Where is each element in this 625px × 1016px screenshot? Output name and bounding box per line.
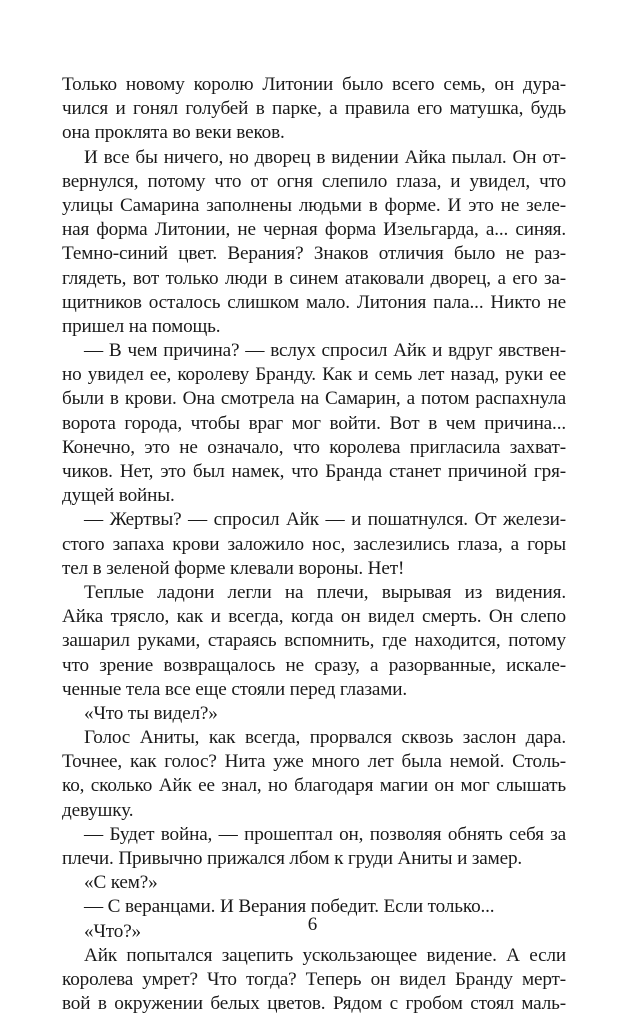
text-line: вернулся, потому что от огня слепило глаза, и увидел, что: [62, 170, 566, 192]
text-line: что зрение возвращалось не сразу, а разорванные, искале-: [62, 654, 566, 676]
text-line: были в крови. Она смотрела на Самарин, а потом распахнула: [62, 388, 566, 410]
text-line: ко, сколько Айк ее знал, но благодаря магии он мог слышать: [62, 775, 566, 797]
text-line: но увидел ее, королеву Бранду. Как и семь лет назад, руки ее: [62, 364, 566, 386]
text-line: тел в зеленой форме клевали вороны. Нет!: [62, 557, 405, 579]
body-text: [62, 73, 566, 1016]
text-line: И все бы ничего, но дворец в видении Айка пылал. Он от-: [84, 146, 566, 168]
text-line: «Что ты видел?»: [84, 702, 218, 724]
page-number: 6: [307, 914, 318, 935]
text-line: Голос Аниты, как всегда, прорвался сквозь заслон дара.: [84, 727, 566, 749]
text-line: улицы Самарина заполнены людьми в форме. И это не зеле-: [62, 194, 566, 216]
text-line: ченные тела все еще стояли перед глазами.: [62, 678, 407, 700]
text-line: королева умрет? Что тогда? Теперь он видел Бранду мерт-: [62, 968, 566, 990]
text-line: Теплые ладони легли на плечи, вырывая из видения.: [84, 581, 566, 603]
text-line: зашарил руками, стараясь вспомнить, где находится, потому: [62, 630, 566, 652]
text-line: «Что?»: [84, 920, 141, 942]
text-line: пришел на помощь.: [62, 315, 221, 337]
text-line: она проклята во веки веков.: [62, 122, 285, 144]
text-line: Айка трясло, как и всегда, когда он видел смерть. Он слепо: [62, 606, 566, 628]
text-line: ная форма Литонии, не черная форма Изельгарда, а... синяя.: [62, 219, 566, 241]
text-line: Айк попытался зацепить ускользающее видение. А если: [84, 944, 566, 966]
text-line: вой в окружении белых цветов. Рядом с гробом стоял маль-: [62, 993, 566, 1015]
text-line: «С кем?»: [84, 872, 158, 894]
text-line: Темно-синий цвет. Верания? Знаков отличия было не раз-: [62, 243, 566, 265]
text-line: чиков. Нет, это был намек, что Бранда станет причиной гря-: [62, 461, 566, 482]
text-line: чился и гонял голубей в парке, а правила его матушка, будь: [62, 98, 566, 120]
text-line: — Будет война, — прошептал он, позволяя обнять себя за: [84, 823, 566, 845]
text-line: ворота города, чтобы враг мог войти. Вот в чем причина...: [62, 412, 566, 434]
text-line: дущей войны.: [62, 485, 175, 507]
text-line: Точнее, как голос? Нита уже много лет была немой. Столь-: [62, 751, 566, 773]
text-line: девушку.: [62, 799, 134, 821]
text-line: щитников осталось слишком мало. Литония пала... Никто не: [62, 291, 566, 313]
text-line: — С веранцами. И Верания победит. Если только...: [84, 896, 495, 918]
text-line: стого запаха крови заложило нос, заслезились глаза, а горы: [62, 533, 566, 555]
text-line: — Жертвы? — спросил Айк — и пошатнулся. От желези-: [84, 509, 566, 531]
text-line: глядеть, вот только люди в синем атаковали дворец, а его за-: [62, 267, 566, 289]
text-line: — В чем причина? — вслух спросил Айк и вдруг явствен-: [84, 340, 566, 362]
text-line: Только новому королю Литонии было всего семь, он дура-: [62, 74, 566, 95]
text-line: плечи. Привычно прижался лбом к груди Аниты и замер.: [62, 848, 523, 869]
text-line: Конечно, это не означало, что королева пригласила захват-: [62, 436, 566, 458]
